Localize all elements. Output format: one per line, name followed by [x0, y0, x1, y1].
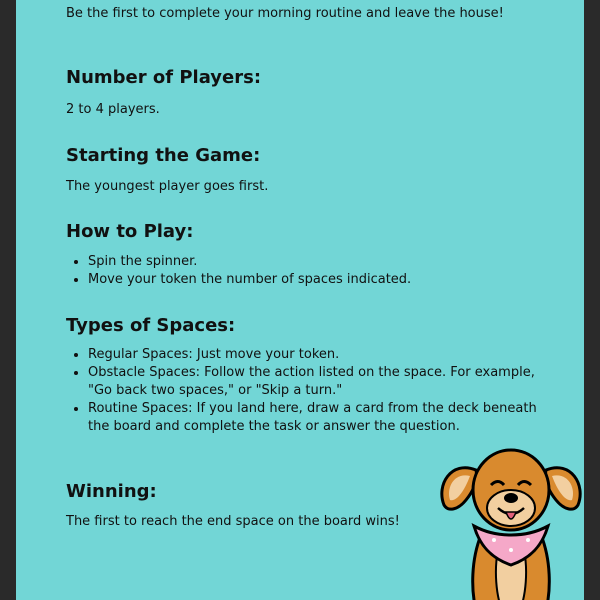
bandana-dot	[492, 538, 496, 542]
list-item: • Regular Spaces: Just move your token.	[88, 346, 538, 364]
winning-heading: Winning:	[66, 481, 157, 502]
dog-illustration	[436, 440, 584, 600]
list-item: • Move your token the number of spaces indicated.	[88, 271, 548, 289]
list-item: • Routine Spaces: If you land here, draw a card from the deck beneath the board and complete the task or answer the question.	[88, 400, 538, 436]
dog-nose	[504, 493, 518, 503]
types-list	[66, 346, 538, 436]
players-heading: Number of Players:	[66, 67, 262, 88]
types-heading: Types of Spaces:	[66, 315, 236, 336]
winning-text: The first to reach the end space on the board wins!	[66, 514, 400, 529]
goal-text: Be the first to complete your morning routine and leave the house!	[66, 6, 504, 21]
starting-text: The youngest player goes first.	[66, 179, 269, 194]
list-item: • Obstacle Spaces: Follow the action listed on the space. For example, "Go back two spaces," or "Skip a turn."	[88, 364, 538, 400]
rules-page	[16, 0, 584, 600]
how-to-play-heading: How to Play:	[66, 221, 194, 242]
players-text: 2 to 4 players.	[66, 102, 160, 117]
starting-heading: Starting the Game:	[66, 145, 261, 166]
how-to-play-list	[66, 253, 548, 289]
bandana-dot	[509, 548, 513, 552]
bandana-dot	[526, 538, 530, 542]
list-item: • Spin the spinner.	[88, 253, 548, 271]
